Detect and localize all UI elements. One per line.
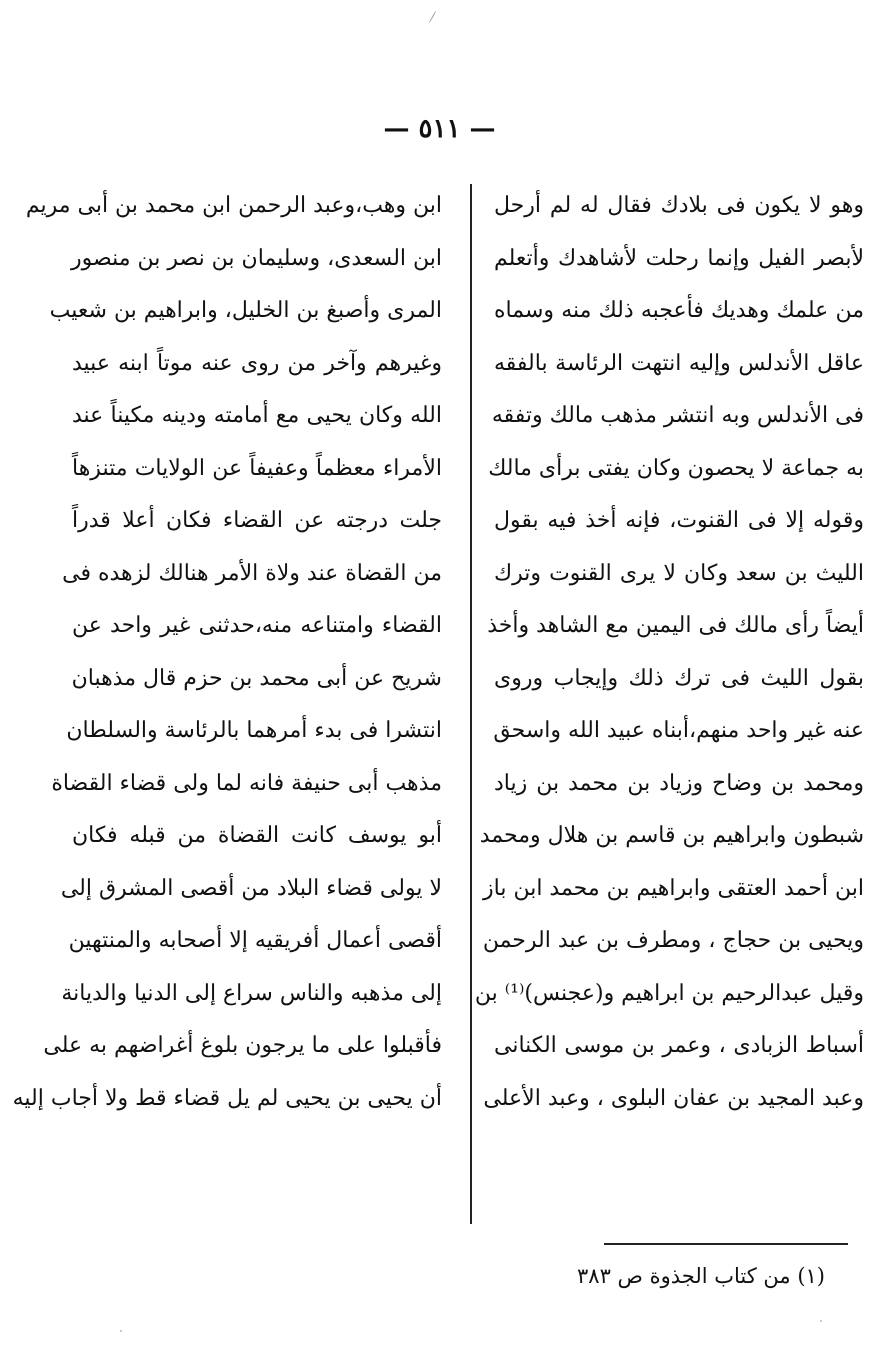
text-line: ومحمد بن وضاح وزياد بن محمد بن زياد — [494, 770, 864, 796]
text-line: مذهب أبى حنيفة فانه لما ولى قضاء القضاة — [51, 770, 442, 796]
text-line: وغيرهم وآخر من روى عنه موتاً ابنه عبيد — [72, 350, 442, 376]
text-line: أسباط الزبادى ، وعمر بن موسى الكنانى — [494, 1033, 864, 1058]
text-line: أيضاً رأى مالك فى اليمين مع الشاهد وأخذ — [487, 613, 864, 638]
text-line: عنه غير واحد منهم،أبناه عبيد الله واسحق — [493, 718, 864, 743]
text-line: وعبد المجيد بن عفان البلوى ، وعبد الأعلى — [483, 1085, 864, 1111]
text-line: ابن السعدى، وسليمان بن نصر بن منصور — [71, 245, 442, 271]
footnote-separator — [604, 1243, 848, 1245]
text-line: الأمراء معظماً وعفيفاً عن الولايات متنزهاً — [72, 455, 442, 481]
left-text-column — [12, 180, 442, 1125]
text-line: به جماعة لا يحصون وكان يفتى برأى مالك — [488, 455, 864, 481]
text-line: أن يحيى بن يحيى لم يل قضاء قط ولا أجاب إليه — [12, 1085, 442, 1111]
text-line: المرى وأصبغ بن الخليل، وابراهيم بن شعيب — [49, 298, 442, 323]
text-line: عاقل الأندلس وإليه انتهت الرئاسة بالفقه — [494, 350, 864, 376]
text-line: شبطون وابراهيم بن قاسم بن هلال ومحمد — [479, 823, 864, 848]
text-line: فأقبلوا على ما يرجون بلوغ أغراضهم به على — [43, 1033, 442, 1058]
text-line: جلت درجته عن القضاء فكان أعلا قدراً — [72, 508, 442, 533]
page-number: — ٥١١ — — [383, 114, 496, 144]
text-line: من علمك وهديك فأعجبه ذلك منه وسماه — [494, 298, 864, 323]
text-line: شريح عن أبى محمد بن حزم قال مذهبان — [71, 665, 442, 691]
right-text-column — [474, 180, 864, 1125]
text-line: أقصى أعمال أفريقيه إلا أصحابه والمنتهين — [68, 928, 442, 953]
footnote: (١) من كتاب الجذوة ص ٣٨٣ — [577, 1264, 825, 1288]
text-line: وهو لا يكون فى بلادك فقال له لم أرحل — [494, 193, 864, 218]
paper-speck — [120, 1330, 122, 1332]
text-line: القضاء وامتناعه منه،حدثنى غير واحد عن — [72, 613, 442, 638]
text-line: وقوله إلا فى القنوت، فإنه أخذ فيه بقول — [494, 508, 864, 533]
text-line: الله وكان يحيى مع أمامته ودينه مكيناً عند — [72, 403, 442, 428]
text-line: وقيل عبدالرحيم بن ابراهيم و(عجنس)⁽¹⁾ بن — [474, 980, 864, 1006]
text-line: إلى مذهبه والناس سراع إلى الدنيا والديانة — [61, 980, 442, 1006]
paper-speck — [429, 11, 437, 24]
text-line: فى الأندلس وبه انتشر مذهب مالك وتفقه — [491, 403, 864, 428]
text-line: الليث بن سعد وكان لا يرى القنوت وترك — [494, 560, 864, 586]
text-line: لأبصر الفيل وإنما رحلت لأشاهدك وأتعلم — [494, 245, 864, 271]
paper-speck — [820, 1320, 822, 1322]
text-line: أبو يوسف كانت القضاة من قبله فكان — [72, 823, 442, 848]
text-line: من القضاة عند ولاة الأمر هنالك لزهده فى — [62, 560, 442, 586]
column-divider — [470, 184, 472, 1224]
text-line: بقول الليث فى ترك ذلك وإيجاب وروى — [494, 665, 864, 691]
text-line: لا يولى قضاء البلاد من أقصى المشرق إلى — [60, 875, 442, 901]
text-line: ويحيى بن حجاج ، ومطرف بن عبد الرحمن — [482, 928, 864, 953]
text-line: ابن وهب،وعبد الرحمن ابن محمد بن أبى مريم — [25, 193, 442, 218]
text-line: ابن أحمد العتقى وابراهيم بن محمد ابن باز — [483, 875, 864, 901]
text-line: انتشرا فى بدء أمرهما بالرئاسة والسلطان — [66, 718, 442, 743]
